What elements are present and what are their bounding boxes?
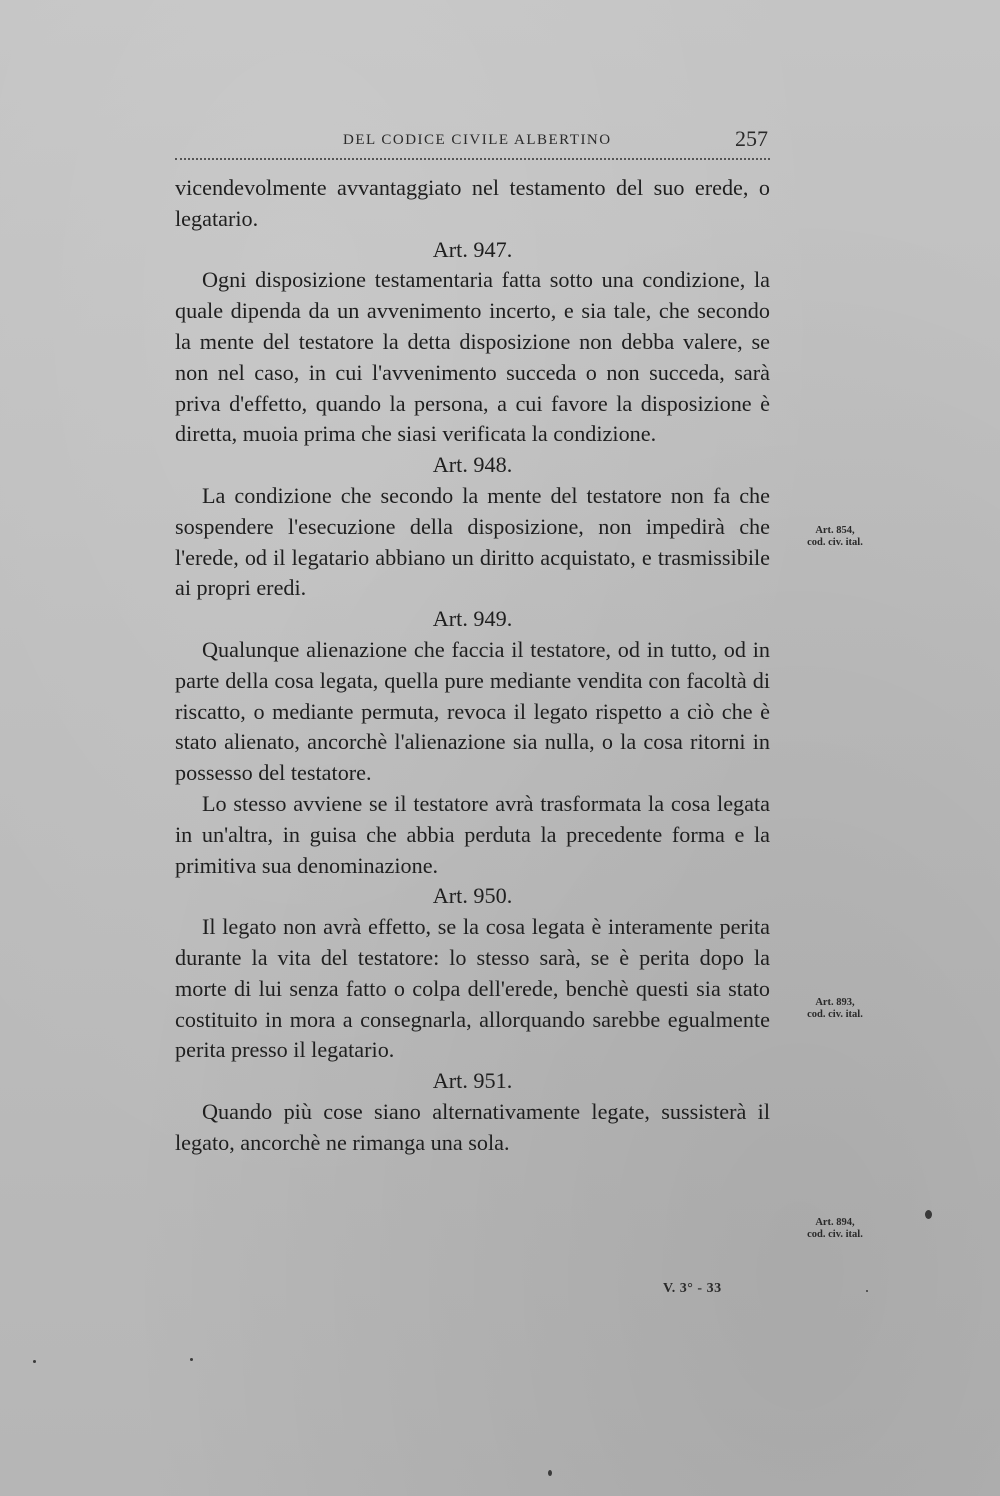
article-951-paragraph: Quando più cose siano alternativamente legate, sussisterà il legato, ancorchè ne rimanga una sola. [175, 1098, 770, 1155]
ink-speck [866, 1290, 868, 1292]
ink-speck [190, 1358, 193, 1361]
article-949-paragraph-2: Lo stesso avviene se il testatore avrà trasformata la cosa legata in un'altra, in guisa che abbia perduta la precedente forma e la primitiva sua denominazione. [175, 790, 770, 878]
margin-note-line: Art. 893, [815, 997, 855, 1008]
running-header [175, 126, 770, 160]
page-number: 257 [735, 126, 768, 151]
ink-speck [548, 1470, 552, 1476]
article-heading-950: Art. 950. [432, 883, 513, 909]
margin-note-art-854 [785, 525, 885, 549]
ink-speck [33, 1360, 36, 1363]
margin-note-line: Art. 854, [815, 525, 855, 536]
article-heading-947: Art. 947. [432, 236, 513, 262]
article-948-paragraph: La condizione che secondo la mente del testatore non fa che sospendere l'esecuzione della disposizione, non impedirà che l'erede, od il legatario abbiano un diritto acquistato, e trasmissibile ai propri eredi. [175, 482, 770, 601]
header-title: DEL CODICE CIVILE ALBERTINO [343, 132, 612, 148]
continuation-paragraph: vicendevolmente avvantaggiato nel testamento del suo erede, o legatario. [175, 175, 770, 231]
body-text [175, 173, 770, 1159]
article-949-paragraph-1: Qualunque alienazione che faccia il testatore, od in tutto, od in parte della cosa legata, quella pure mediante vendita con facoltà di riscatto, o mediante permuta, revoca il legato rispetto a ciò che è stato alienato, ancorchè l'alienazione sia nulla, o la cosa ritorni in possesso del testatore. [175, 636, 770, 786]
article-950-paragraph: Il legato non avrà effetto, se la cosa legata è interamente perita durante la vita del testatore: lo stesso sarà, se è perita dopo la morte di lui senza fatto o colpa dell'erede, benchè questi sia stato costituito in mora a consegnarla, allorquando sarebbe egualmente perita presso il legatario. [175, 914, 770, 1063]
margin-note-art-893 [785, 997, 885, 1021]
margin-note-art-894 [785, 1217, 885, 1241]
margin-note-line: Art. 894, [815, 1217, 855, 1228]
signature-mark: V. 3° - 33 [663, 1281, 722, 1296]
margin-note-line: cod. civ. ital. [807, 537, 863, 548]
article-heading-951: Art. 951. [432, 1068, 513, 1094]
article-947-paragraph: Ogni disposizione testamentaria fatta sotto una condizione, la quale dipenda da un avvenimento incerto, e sia tale, che secondo la mente del testatore la detta disposizione non debba valere, se non nel caso, in cui l'avvenimento succeda o non succeda, sarà priva d'effetto, quando la persona, a cui favore la disposizione è diretta, muoia prima che siasi verificata la condizione. [175, 267, 770, 447]
ink-speck [925, 1210, 932, 1219]
article-heading-948: Art. 948. [432, 452, 513, 478]
margin-note-line: cod. civ. ital. [807, 1229, 863, 1240]
margin-note-line: cod. civ. ital. [807, 1009, 863, 1020]
article-heading-949: Art. 949. [432, 606, 513, 632]
